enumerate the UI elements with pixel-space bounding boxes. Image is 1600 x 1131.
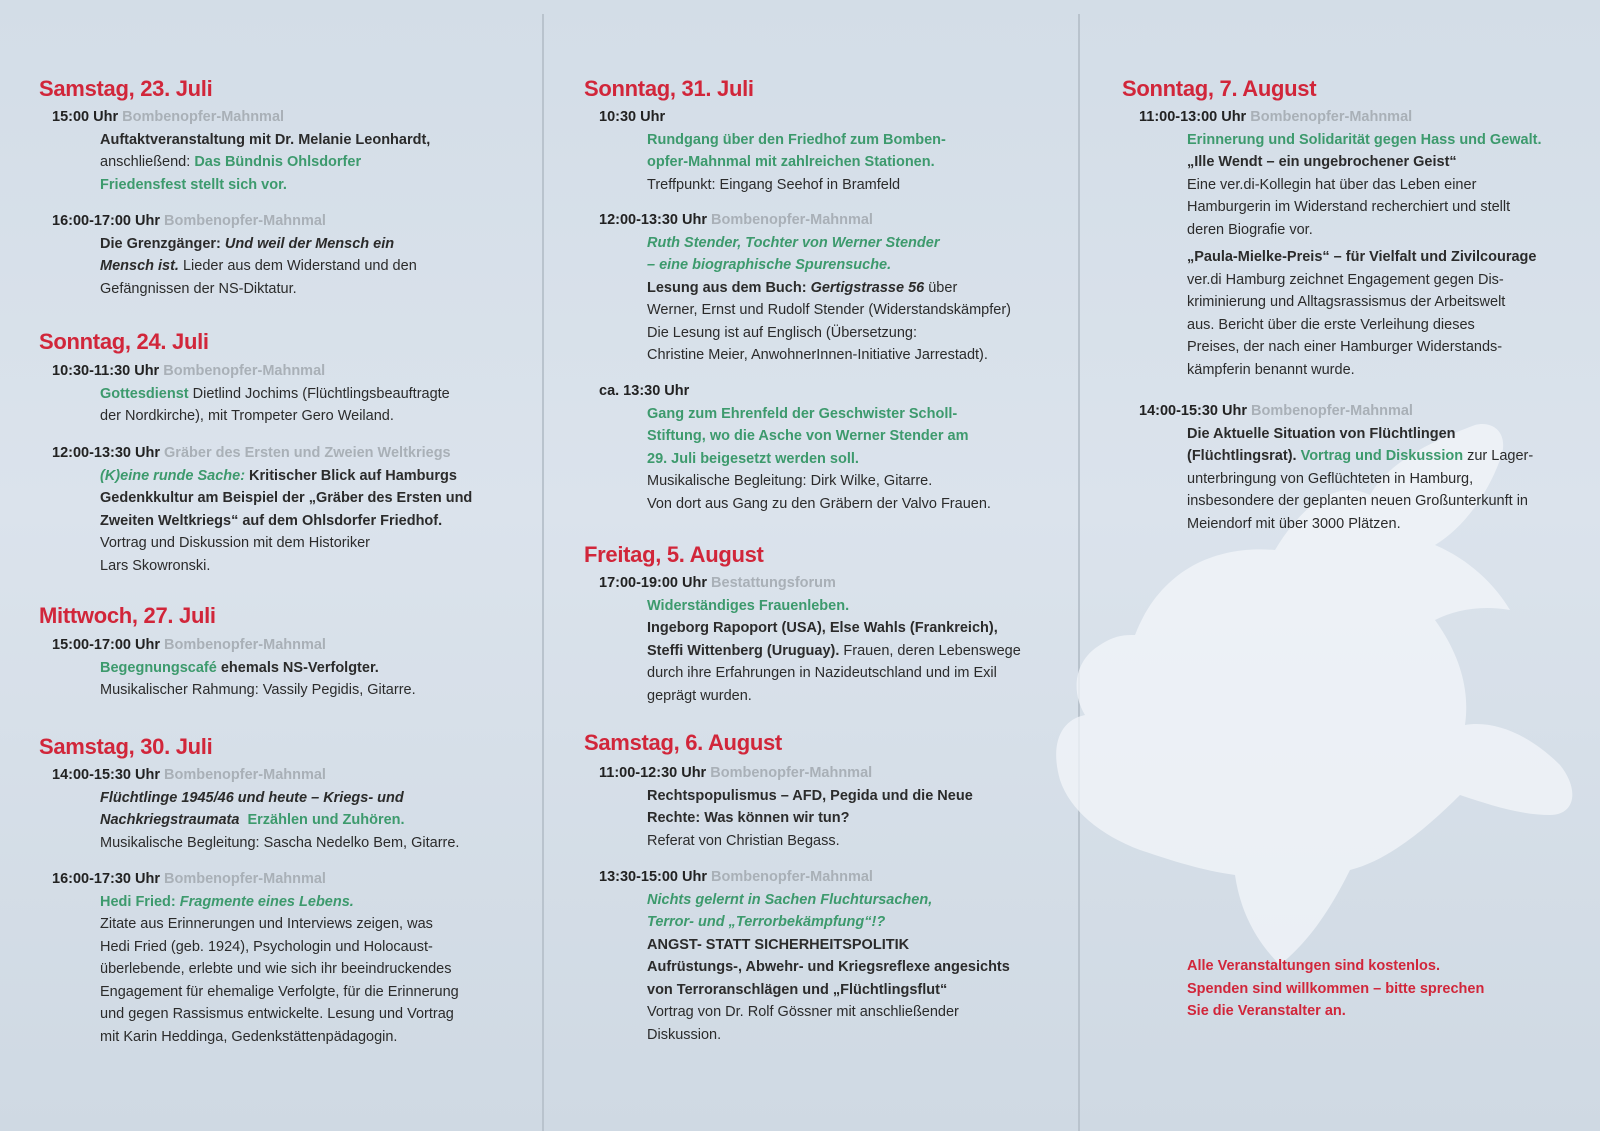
event — [52, 442, 472, 577]
event-highlight: (K)eine runde Sache: — [100, 467, 246, 484]
panel-middle — [544, 14, 1080, 1131]
event-text: Musikalische Begleitung: Sascha Nedelko Bem, Gitarre. — [100, 834, 460, 851]
event-text: Aufrüstungs-, Abwehr- und Kriegsreflexe angesichts — [647, 959, 1010, 975]
event-text: ANGST- STATT SICHERHEITSPOLITIK — [647, 936, 910, 953]
event-time: 14:00-15:30 Uhr — [1139, 403, 1247, 419]
event-text: deren Biografie vor. — [1187, 221, 1313, 238]
event-time: 17:00-19:00 Uhr — [599, 575, 707, 591]
event-text: ver.di Hamburg zeichnet Engagement gegen Dis- — [1187, 271, 1504, 288]
note-line: Alle Veranstaltungen sind kostenlos. — [1187, 958, 1441, 974]
event-text: über — [924, 279, 958, 296]
event-text: unterbringung von Geflüchteten in Hamburg, — [1187, 470, 1474, 487]
event-title: Und weil der Mensch ein — [224, 235, 395, 252]
event-text: Lars Skowronski. — [100, 557, 211, 574]
event-text: Kritischer Blick auf Hamburgs — [245, 467, 457, 484]
event-text: (Flüchtlingsrat). — [1187, 448, 1301, 464]
event-text: Diskussion. — [647, 1026, 722, 1043]
event-text: der Nordkirche), mit Trompeter Gero Weiland. — [100, 408, 394, 424]
event-text: Frauen, deren Lebenswege — [839, 642, 1021, 659]
event — [599, 572, 1021, 707]
event-text: Von dort aus Gang zu den Gräbern der Valvo Frauen. — [647, 495, 991, 512]
event — [52, 634, 416, 702]
event-text: Rechtspopulismus – AFD, Pegida und die Neue — [647, 787, 973, 804]
event — [52, 106, 430, 196]
event-time: 16:00-17:00 Uhr — [52, 213, 160, 229]
event-highlight: opfer-Mahnmal mit zahlreichen Stationen. — [647, 154, 935, 170]
event-time: 12:00-13:30 Uhr — [599, 212, 707, 228]
event-text: Steffi Wittenberg (Uruguay). — [647, 642, 840, 659]
event-location: Bombenopfer-Mahnmal — [122, 109, 285, 125]
day-heading: Samstag, 23. Juli — [39, 76, 213, 101]
event-text: und gegen Rassismus entwickelte. Lesung und Vortrag — [100, 1006, 454, 1022]
event-text: Die Grenzgänger: — [100, 235, 225, 252]
event-highlight: Erzählen und Zuhören. — [239, 812, 405, 828]
event-text: kriminierung und Alltagsrassismus der Arbeitswelt — [1187, 294, 1506, 310]
event-highlight: 29. Juli beigesetzt werden soll. — [647, 450, 859, 467]
event-text: Engagement für ehemalige Verfolgte, für die Erinnerung — [100, 983, 459, 1000]
event-text: Hamburgerin im Widerstand recherchiert und stellt — [1187, 199, 1511, 215]
day-heading: Mittwoch, 27. Juli — [39, 603, 216, 628]
event-highlight: Begegnungscafé — [100, 659, 217, 676]
event-location: Bombenopfer-Mahnmal — [164, 213, 326, 229]
note-line: Sie die Veranstalter an. — [1187, 1003, 1346, 1019]
event-highlight: – eine biographische Spurensuche. — [647, 257, 892, 273]
event-text: Gedenkkultur am Beispiel der „Gräber des Ersten und — [100, 490, 473, 506]
event-location: Bombenopfer-Mahnmal — [164, 637, 326, 653]
event-text: Eine ver.di-Kollegin hat über das Leben einer — [1187, 176, 1477, 193]
event-location: Bombenopfer-Mahnmal — [711, 212, 873, 228]
event-text: Gefängnissen der NS-Diktatur. — [100, 280, 297, 297]
event-text: von Terroranschlägen und „Flüchtlingsflut“ — [647, 981, 948, 998]
event — [599, 380, 991, 515]
event-location: Bombenopfer-Mahnmal — [1251, 403, 1413, 419]
event-text: Zitate aus Erinnerungen und Interviews zeigen, was — [100, 916, 433, 932]
event — [599, 106, 946, 196]
event-text: mit Karin Heddinga, Gedenkstättenpädagogin. — [100, 1028, 398, 1045]
event-text: ehemals NS-Verfolgter. — [216, 659, 379, 676]
event-highlight: Fragmente eines Lebens. — [179, 893, 354, 910]
event-text: Die Lesung ist auf Englisch (Übersetzung: — [647, 324, 918, 341]
event-location: Bombenopfer-Mahnmal — [1250, 109, 1413, 125]
event-text: Hedi Fried (geb. 1924), Psychologin und Holocaust- — [100, 938, 433, 955]
event-text: durch ihre Erfahrungen in Nazideutschland und im Exil — [647, 665, 997, 681]
event-title: Flüchtlinge 1945/46 und heute – Kriegs- und — [100, 789, 404, 806]
event-text: Christine Meier, AnwohnerInnen-Initiative Jarrestadt). — [647, 347, 988, 363]
event-time: 11:00-12:30 Uhr — [599, 765, 707, 781]
event — [52, 210, 417, 300]
event-highlight: Stiftung, wo die Asche von Werner Stender am — [647, 428, 969, 444]
event-highlight: Terror- und „Terrorbekämpfung“!? — [647, 914, 886, 930]
day-heading: Freitag, 5. August — [584, 542, 764, 567]
event — [52, 764, 459, 854]
event-time: 15:00-17:00 Uhr — [52, 637, 160, 653]
event-text: geprägt wurden. — [647, 687, 752, 704]
day-heading: Sonntag, 24. Juli — [39, 329, 209, 354]
event-highlight: Vortrag und Diskussion — [1300, 448, 1464, 464]
event-text: kämpferin benannt wurde. — [1187, 361, 1355, 378]
event-text: Dietlind Jochims (Flüchtlingsbeauftragte — [188, 385, 450, 402]
event — [599, 209, 1011, 367]
event-text: aus. Bericht über die erste Verleihung dieses — [1187, 316, 1475, 333]
event-location: Bestattungsforum — [711, 575, 836, 591]
event-time: 10:30-11:30 Uhr — [52, 363, 160, 379]
event-title: „Ille Wendt – ein ungebrochener Geist“ — [1187, 154, 1457, 170]
event — [52, 868, 459, 1048]
free-entry-note — [1187, 955, 1484, 1023]
event-highlight: Nichts gelernt in Sachen Fluchtursachen, — [647, 891, 933, 908]
event-highlight: Ruth Stender, Tochter von Werner Stender — [647, 234, 940, 251]
event-text: Die Aktuelle Situation von Flüchtlingen — [1187, 425, 1456, 442]
event-text: Auftaktveranstaltung mit Dr. Melanie Leonhardt, — [100, 131, 431, 148]
event-title: „Paula-Mielke-Preis“ – für Vielfalt und Zivilcourage — [1187, 249, 1537, 265]
event-text: Lesung aus dem Buch: — [647, 279, 811, 296]
event-text: Zweiten Weltkriegs“ auf dem Ohlsdorfer Friedhof. — [100, 512, 443, 529]
event-text: Werner, Ernst und Rudolf Stender (Widerstandskämpfer) — [647, 302, 1012, 318]
event — [1139, 106, 1542, 381]
event-text: Ingeborg Rapoport (USA), Else Wahls (Frankreich), — [647, 620, 998, 636]
event-text: Musikalische Begleitung: Dirk Wilke, Gitarre. — [647, 473, 933, 489]
panel-left — [8, 14, 544, 1131]
event-text: Treffpunkt: Eingang Seehof in Bramfeld — [647, 176, 901, 193]
event-location: Bombenopfer-Mahnmal — [711, 869, 873, 885]
event-highlight: Erinnerung und Solidarität gegen Hass und Gewalt. — [1187, 131, 1542, 148]
event-highlight: Widerständiges Frauenleben. — [647, 597, 850, 614]
event-text: Rechte: Was können wir tun? — [647, 810, 850, 826]
event-time: 13:30-15:00 Uhr — [599, 869, 707, 885]
event-text: Meiendorf mit über 3000 Plätzen. — [1187, 515, 1401, 532]
event — [599, 762, 973, 852]
event-time: 16:00-17:30 Uhr — [52, 871, 160, 887]
event-text: Vortrag und Diskussion mit dem Historiker — [100, 535, 370, 551]
event-text: Lieder aus dem Widerstand und den — [178, 258, 417, 274]
note-line: Spenden sind willkommen – bitte sprechen — [1187, 980, 1485, 997]
event-title: Gertigstrasse 56 — [810, 279, 925, 296]
event-text: insbesondere der geplanten neuen Großunterkunft in — [1187, 493, 1528, 509]
event-title: Nachkriegstraumata — [100, 812, 240, 828]
event — [52, 360, 450, 428]
event-time: 10:30 Uhr — [599, 109, 666, 125]
event-location: Bombenopfer-Mahnmal — [710, 765, 873, 781]
event-text: Vortrag von Dr. Rolf Gössner mit anschließender — [647, 1004, 959, 1020]
event-location: Bombenopfer-Mahnmal — [164, 871, 326, 887]
day-heading: Sonntag, 7. August — [1122, 76, 1317, 101]
event-text: Preises, der nach einer Hamburger Widerstands- — [1187, 339, 1503, 355]
event-highlight: Gang zum Ehrenfeld der Geschwister Scholl- — [647, 405, 958, 422]
event-time: 11:00-13:00 Uhr — [1139, 109, 1247, 125]
event-text: überlebende, erlebte und wie sich ihr beeindruckendes — [100, 961, 452, 977]
event — [599, 866, 1010, 1046]
event-location: Bombenopfer-Mahnmal — [164, 767, 326, 783]
event-highlight: Hedi Fried: — [100, 893, 180, 910]
panel-right — [1080, 14, 1592, 1131]
event-location: Bombenopfer-Mahnmal — [163, 363, 326, 379]
event-highlight: Das Bündnis Ohlsdorfer — [194, 154, 362, 170]
event-text: zur Lager- — [1463, 448, 1534, 464]
event-highlight: Rundgang über den Friedhof zum Bomben- — [647, 131, 946, 148]
event-title: Mensch ist. — [100, 258, 179, 274]
day-heading: Samstag, 6. August — [584, 730, 782, 755]
event-location: Gräber des Ersten und Zweien Weltkriegs — [164, 445, 451, 461]
event — [1139, 400, 1533, 535]
day-heading: Samstag, 30. Juli — [39, 734, 213, 759]
day-heading: Sonntag, 31. Juli — [584, 76, 754, 101]
event-time: 14:00-15:30 Uhr — [52, 767, 160, 783]
event-text: Referat von Christian Begass. — [647, 832, 840, 849]
event-time: 12:00-13:30 Uhr — [52, 445, 160, 461]
event-highlight: Friedensfest stellt sich vor. — [100, 176, 287, 193]
event-time: ca. 13:30 Uhr — [599, 383, 690, 399]
event-text: anschließend: — [100, 154, 195, 170]
event-highlight: Gottesdienst — [100, 385, 189, 402]
event-text: Musikalischer Rahmung: Vassily Pegidis, Gitarre. — [100, 682, 416, 698]
event-time: 15:00 Uhr — [52, 109, 119, 125]
